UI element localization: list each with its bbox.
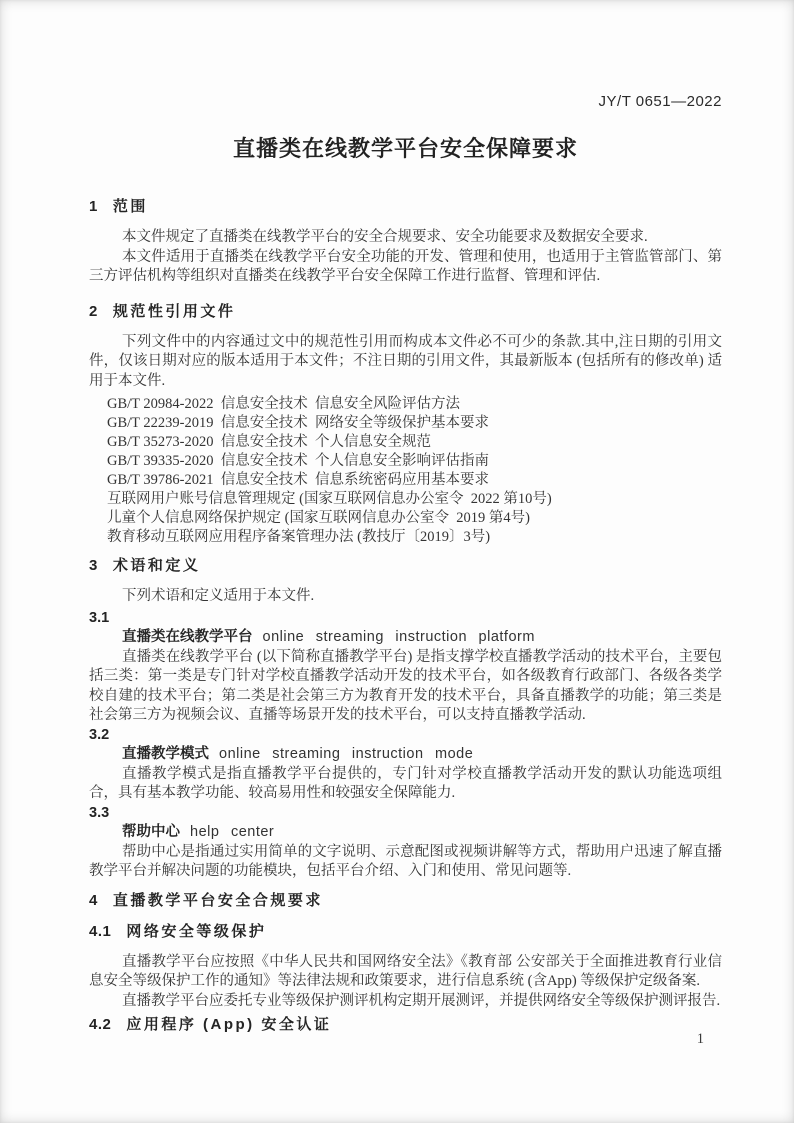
term-block-3-1: [89, 609, 722, 726]
section-4-number: 4: [89, 891, 98, 909]
page-number: 1: [696, 1031, 704, 1047]
section-1-paragraph-2: 本文件适用于直播类在线教学平台安全功能的开发、管理和使用，也适用于主管监管部门、第三方评估机构等组织对直播类在线教学平台安全保障工作进行监督、管理和评估.: [89, 248, 722, 284]
section-1-number: 1: [89, 198, 98, 215]
section-4-1-paragraph-2: 直播教学平台应委托专业等级保护测评机构定期开展测评，并提供网络安全等级保护测评报告.: [122, 992, 721, 1009]
section-3-number: 3: [89, 557, 98, 574]
section-1-title: 范围: [112, 198, 148, 215]
term-name-zh: 直播教学模式: [122, 746, 209, 762]
term-name-en: online streaming instruction platform: [262, 629, 535, 645]
standard-number: JY/T 0651—2022: [598, 93, 722, 110]
doc-title: 直播类在线教学平台安全保障要求: [232, 136, 578, 161]
term-number: 3.2: [89, 726, 110, 743]
term-name-zh: 帮助中心: [122, 824, 180, 840]
section-4-1-number: 4.1: [89, 922, 112, 940]
section-2-title: 规范性引用文件: [112, 302, 236, 320]
reference-item: 互联网用户账号信息管理规定 (国家互联网信息办公室令 2022 第10号): [107, 491, 552, 507]
section-4-2-number: 4.2: [89, 1016, 112, 1033]
reference-item: 教育移动互联网应用程序备案管理办法 (教技厅〔2019〕3号): [107, 529, 491, 545]
section-3-heading: [89, 557, 722, 574]
term-block-3-2: [89, 726, 722, 804]
section-2-intro: 下列文件中的内容通过文中的规范性引用而构成本文件必不可少的条款.其中,注日期的引用文件，仅该日期对应的版本适用于本文件；不注日期的引用文件，其最新版本 (包括所有的修改单) 适用于本文件.: [89, 333, 722, 389]
section-4-1-title: 网络安全等级保护: [126, 922, 267, 940]
section-4-1-heading: [89, 923, 722, 940]
section-1-paragraph-1: 本文件规定了直播类在线教学平台的安全合规要求、安全功能要求及数据安全要求.: [122, 229, 648, 245]
term-line: [89, 628, 722, 648]
term-name-en: online streaming instruction mode: [219, 746, 474, 762]
section-2-heading: [89, 303, 722, 320]
section-4-heading: [89, 892, 722, 909]
reference-item: 儿童个人信息网络保护规定 (国家互联网信息办公室令 2019 第4号): [107, 510, 530, 526]
section-3-intro: 下列术语和定义适用于本文件.: [122, 588, 315, 604]
term-block-3-3: [89, 804, 722, 882]
section-2-number: 2: [89, 302, 98, 320]
reference-item: GB/T 22239-2019 信息安全技术 网络安全等级保护基本要求: [107, 415, 489, 431]
references-list: [89, 395, 722, 547]
section-4-1-paragraph-1: 直播教学平台应按照《中华人民共和国网络安全法》《教育部 公安部关于全面推进教育行业信息安全等级保护工作的通知》等法律法规和政策要求，进行信息系统 (含App) 等级保护定级备案.: [89, 953, 722, 989]
section-4-title: 直播教学平台安全合规要求: [112, 891, 323, 909]
term-number: 3.1: [89, 609, 110, 626]
reference-item: GB/T 20984-2022 信息安全技术 信息安全风险评估方法: [107, 396, 460, 412]
section-3-title: 术语和定义: [112, 557, 201, 574]
term-definition: 帮助中心是指通过实用简单的文字说明、示意配图或视频讲解等方式，帮助用户迅速了解直播教学平台并解决问题的功能模块，包括平台介绍、入门和使用、常见问题等.: [89, 843, 722, 879]
term-name-zh: 直播类在线教学平台: [122, 629, 253, 645]
section-4-2-heading: [89, 1016, 722, 1033]
section-4-2-title: 应用程序 (App) 安全认证: [126, 1016, 332, 1033]
reference-item: GB/T 39335-2020 信息安全技术 个人信息安全影响评估指南: [107, 453, 489, 469]
section-1-heading: [89, 198, 722, 215]
term-name-en: help center: [190, 824, 275, 840]
term-number: 3.3: [89, 804, 110, 821]
term-line: [89, 823, 722, 843]
doc-header: [89, 92, 722, 111]
term-definition: 直播类在线教学平台 (以下简称直播教学平台) 是指支撑学校直播教学活动的技术平台，主要包括三类：第一类是专门针对学校直播教学活动开发的技术平台，如各级教育行政部门、各级各类学校自建的技术平台；第二类是社会第三方为教育开发的技术平台，具备直播教学的功能；第三类是社会第三方为视频会议、直播等场景开发的技术平台，可以支持直播教学活动.: [89, 648, 722, 723]
reference-item: GB/T 35273-2020 信息安全技术 个人信息安全规范: [107, 434, 431, 450]
term-definition: 直播教学模式是指直播教学平台提供的，专门针对学校直播教学活动开发的默认功能选项组合，具有基本教学功能、较高易用性和较强安全保障能力.: [89, 765, 722, 801]
reference-item: GB/T 39786-2021 信息安全技术 信息系统密码应用基本要求: [107, 472, 489, 488]
term-line: [89, 745, 722, 765]
